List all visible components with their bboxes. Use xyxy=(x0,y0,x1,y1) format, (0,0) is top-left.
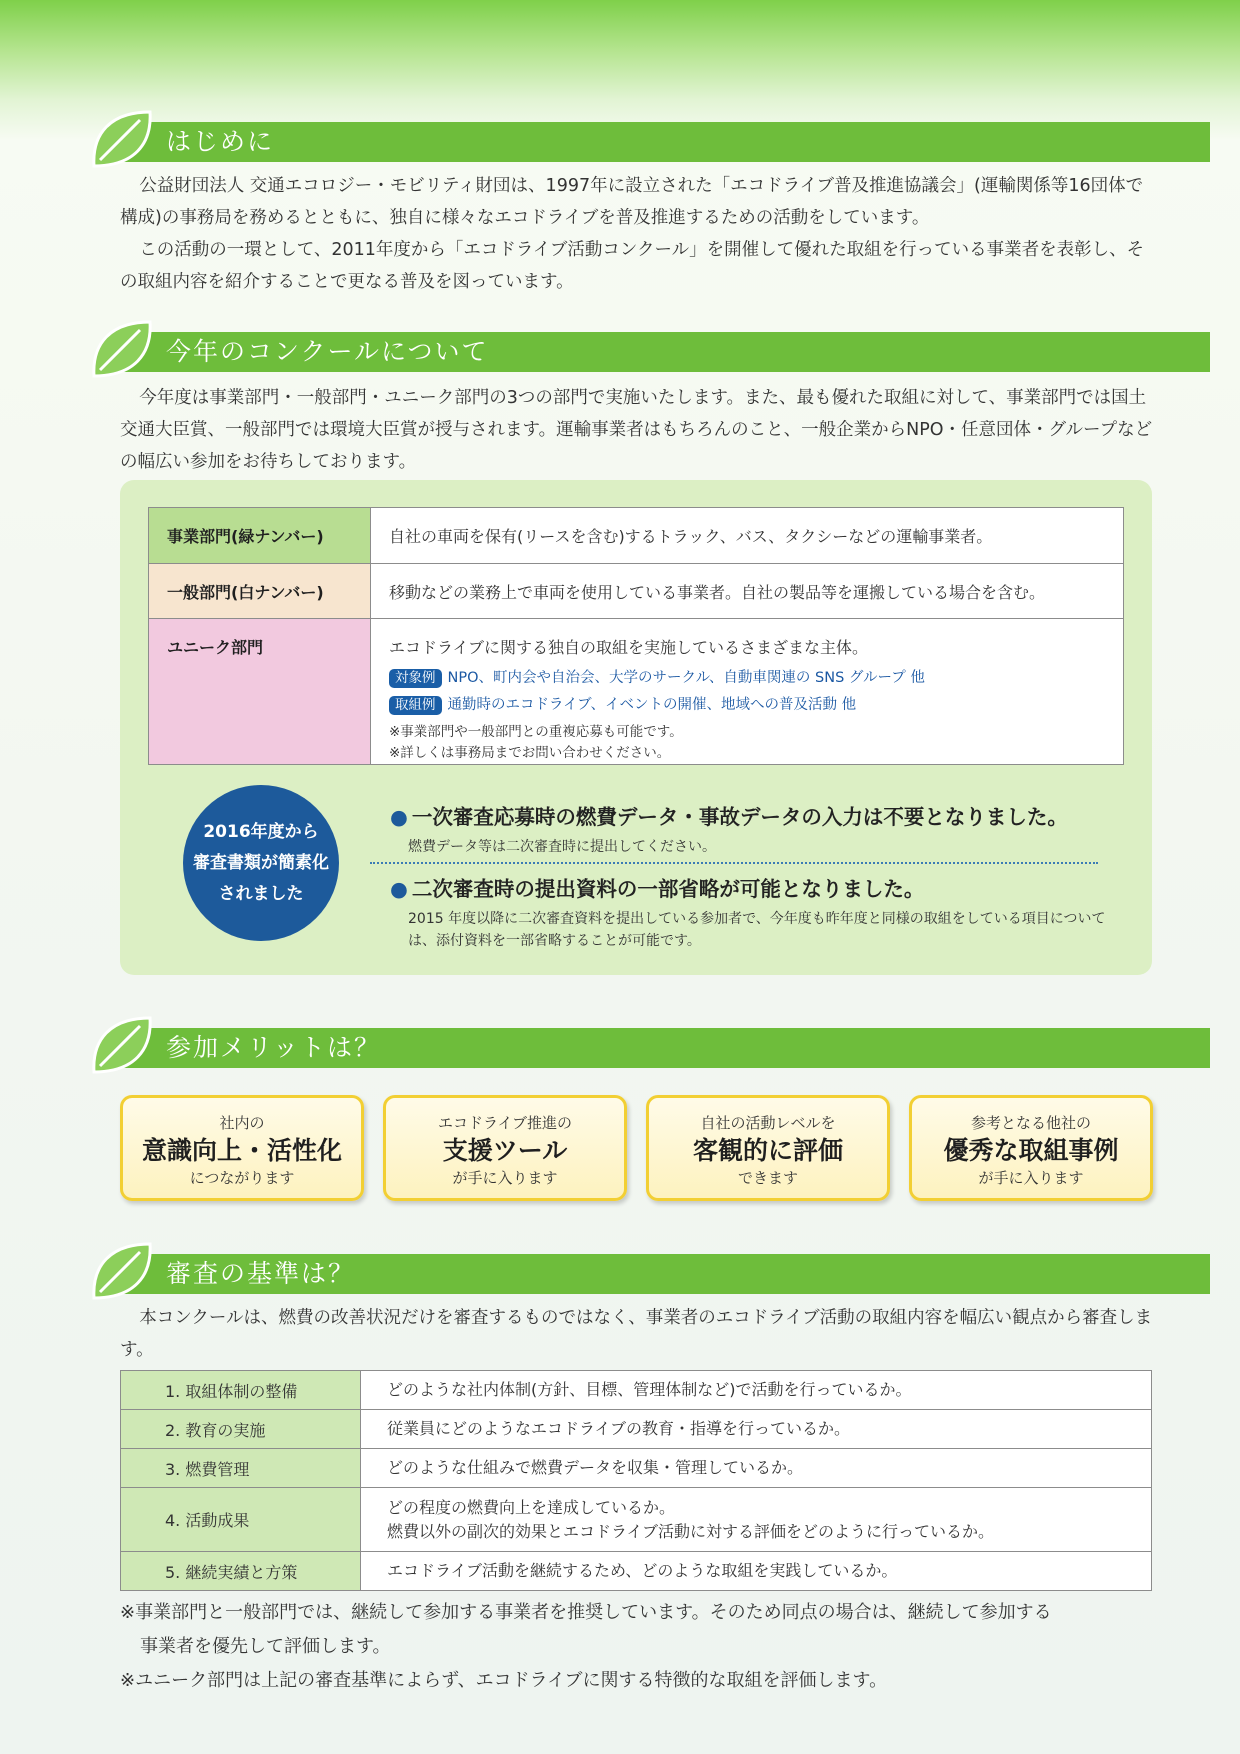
badge-line: 2016年度から xyxy=(203,821,319,842)
division-table xyxy=(148,507,1124,765)
section-title: 審査の基準は？ xyxy=(166,1259,356,1288)
criteria-paragraph: 本コンクールは、燃費の改善状況だけを審査するものではなく、事業者のエコドライブ活動の取組内容を幅広い観点から審査します。 xyxy=(120,1308,1153,1360)
criteria-value: どのような社内体制(方針、目標、管理体制など)で活動を行っているか。 xyxy=(361,1371,1152,1410)
criteria-row xyxy=(121,1488,1152,1552)
criteria-key: 5. 継続実績と方策 xyxy=(121,1552,361,1591)
division-desc: 移動などの業務上で車両を使用している事業者。自社の製品等を運搬している場合を含む。 xyxy=(371,564,1124,619)
merit-bottom: が手に入ります xyxy=(978,1169,1084,1187)
header-bar xyxy=(122,122,1210,162)
footnote-line: ※ユニーク部門は上記の審査基準によらず、エコドライブに関する特徴的な取組を評価します。 xyxy=(120,1670,888,1691)
division-row xyxy=(149,619,1124,765)
criteria-table xyxy=(120,1370,1152,1591)
criteria-row xyxy=(121,1552,1152,1591)
note-line: ※事業部門や一般部門との重複応募も可能です。 xyxy=(389,724,683,740)
leaf-icon xyxy=(88,1236,158,1306)
merit-main: 支援ツール xyxy=(442,1136,568,1165)
criteria-row xyxy=(121,1371,1152,1410)
merit-bottom: が手に入ります xyxy=(452,1169,558,1187)
criteria-value: どの程度の燃費向上を達成しているか。 xyxy=(387,1497,676,1517)
criteria-key: 4. 活動成果 xyxy=(121,1488,361,1552)
division-desc: 自社の車両を保有(リースを含む)するトラック、バス、タクシーなどの運輸事業者。 xyxy=(371,508,1124,564)
division-desc: エコドライブに関する独自の取組を実施しているさまざまな主体。 xyxy=(389,638,869,657)
intro-text xyxy=(120,170,1154,298)
leaf-icon xyxy=(88,104,158,174)
merit-top: エコドライブ推進の xyxy=(437,1114,573,1132)
merit-main: 意識向上・活性化 xyxy=(141,1136,342,1165)
intro-paragraph-2: この活動の一環として、2011年度から「エコドライブ活動コンクール」を開催して優れた取組を行っている事業者を表彰し、その取組内容を紹介することで更なる普及を図っています。 xyxy=(120,240,1145,292)
point-heading-text: 一次審査応募時の燃費データ・事故データの入力は不要となりました。 xyxy=(411,805,1068,829)
criteria-value-cell xyxy=(361,1488,1152,1552)
merit-card xyxy=(120,1095,364,1201)
badge-line: されました xyxy=(218,883,304,904)
leaf-icon xyxy=(88,1010,158,1080)
footnotes xyxy=(120,1596,1160,1698)
division-desc-cell xyxy=(371,619,1124,765)
about-text xyxy=(120,382,1154,478)
simplified-badge xyxy=(183,785,339,941)
section-header-intro xyxy=(88,118,1210,162)
simplify-point-2 xyxy=(390,872,1110,952)
division-name: ユニーク部門 xyxy=(149,619,371,765)
about-paragraph: 今年度は事業部門・一般部門・ユニーク部門の3つの部門で実施いたします。また、最も優れた取組に対して、事業部門では国土交通大臣賞、一般部門では環境大臣賞が授与されます。運輸事業者はもちろんのこと、一般企業からNPO・任意団体・グループなどの幅広い参加をお待ちしております。 xyxy=(120,388,1153,472)
division-row xyxy=(149,508,1124,564)
activity-examples: 通勤時のエコドライブ、イベントの開催、地域への普及活動 他 xyxy=(447,697,857,713)
merit-bottom: できます xyxy=(737,1169,798,1187)
section-title: 今年のコンクールについて xyxy=(166,337,489,366)
criteria-value: エコドライブ活動を継続するため、どのような取組を実践しているか。 xyxy=(361,1552,1152,1591)
activity-tag: 取組例 xyxy=(389,696,442,715)
badge-line: 審査書類が簡素化 xyxy=(193,852,329,873)
criteria-key: 2. 教育の実施 xyxy=(121,1410,361,1449)
point-detail: 2015 年度以降に二次審査資料を提出している参加者で、今年度も昨年度と同様の取組をしている項目については、添付資料を一部省略することが可能です。 xyxy=(408,911,1106,949)
section-header-about xyxy=(88,328,1210,372)
target-examples: NPO、町内会や自治会、大学のサークル、自動車関連の SNS グループ 他 xyxy=(447,670,925,686)
section-title: 参加メリットは？ xyxy=(166,1033,382,1062)
section-title: はじめに xyxy=(166,127,275,156)
criteria-text xyxy=(120,1302,1154,1366)
criteria-key: 1. 取組体制の整備 xyxy=(121,1371,361,1410)
division-notes xyxy=(389,722,1105,764)
simplify-point-1 xyxy=(390,800,1110,858)
section-header-criteria xyxy=(88,1250,1210,1294)
merit-card xyxy=(909,1095,1153,1201)
division-name: 一般部門(白ナンバー) xyxy=(149,564,371,619)
division-name: 事業部門(緑ナンバー) xyxy=(149,508,371,564)
footnote-line: ※事業部門と一般部門では、継続して参加する事業者を推奨しています。そのため同点の場合は、継続して参加する xyxy=(120,1602,1052,1623)
criteria-row xyxy=(121,1410,1152,1449)
dotted-divider xyxy=(370,862,1098,864)
note-line: ※詳しくは事務局までお問い合わせください。 xyxy=(389,745,671,761)
leaf-icon xyxy=(88,314,158,384)
footnote-line: 事業者を優先して評価します。 xyxy=(140,1636,391,1657)
point-heading xyxy=(390,800,1110,830)
criteria-value: 従業員にどのようなエコドライブの教育・指導を行っているか。 xyxy=(361,1410,1152,1449)
bullet-icon: ● xyxy=(390,805,408,829)
point-heading xyxy=(390,872,1110,902)
merit-top: 社内の xyxy=(219,1114,265,1132)
criteria-value: どのような仕組みで燃費データを収集・管理しているか。 xyxy=(361,1449,1152,1488)
criteria-value: 燃費以外の副次的効果とエコドライブ活動に対する評価をどのように行っているか。 xyxy=(387,1521,995,1541)
section-header-merit xyxy=(88,1024,1210,1068)
merit-main: 客観的に評価 xyxy=(692,1136,843,1165)
point-detail: 燃費データ等は二次審査時に提出してください。 xyxy=(408,839,716,855)
example-line xyxy=(389,693,1105,716)
criteria-row xyxy=(121,1449,1152,1488)
merit-top: 自社の活動レベルを xyxy=(700,1114,836,1132)
bullet-icon: ● xyxy=(390,877,408,901)
merit-bottom: につながります xyxy=(189,1169,295,1187)
intro-paragraph-1: 公益財団法人 交通エコロジー・モビリティ財団は、1997年に設立された「エコドライブ普及推進協議会」(運輸関係等16団体で構成)の事務局を務めるとともに、独自に様々なエコドライブを普及推進するための活動をしています。 xyxy=(120,176,1144,228)
merit-top: 参考となる他社の xyxy=(970,1114,1091,1132)
merit-card xyxy=(646,1095,890,1201)
point-heading-text: 二次審査時の提出資料の一部省略が可能となりました。 xyxy=(411,877,925,901)
division-row xyxy=(149,564,1124,619)
example-line xyxy=(389,666,1105,689)
target-tag: 対象例 xyxy=(389,669,442,688)
criteria-key: 3. 燃費管理 xyxy=(121,1449,361,1488)
merit-card xyxy=(383,1095,627,1201)
merit-main: 優秀な取組事例 xyxy=(943,1136,1119,1165)
